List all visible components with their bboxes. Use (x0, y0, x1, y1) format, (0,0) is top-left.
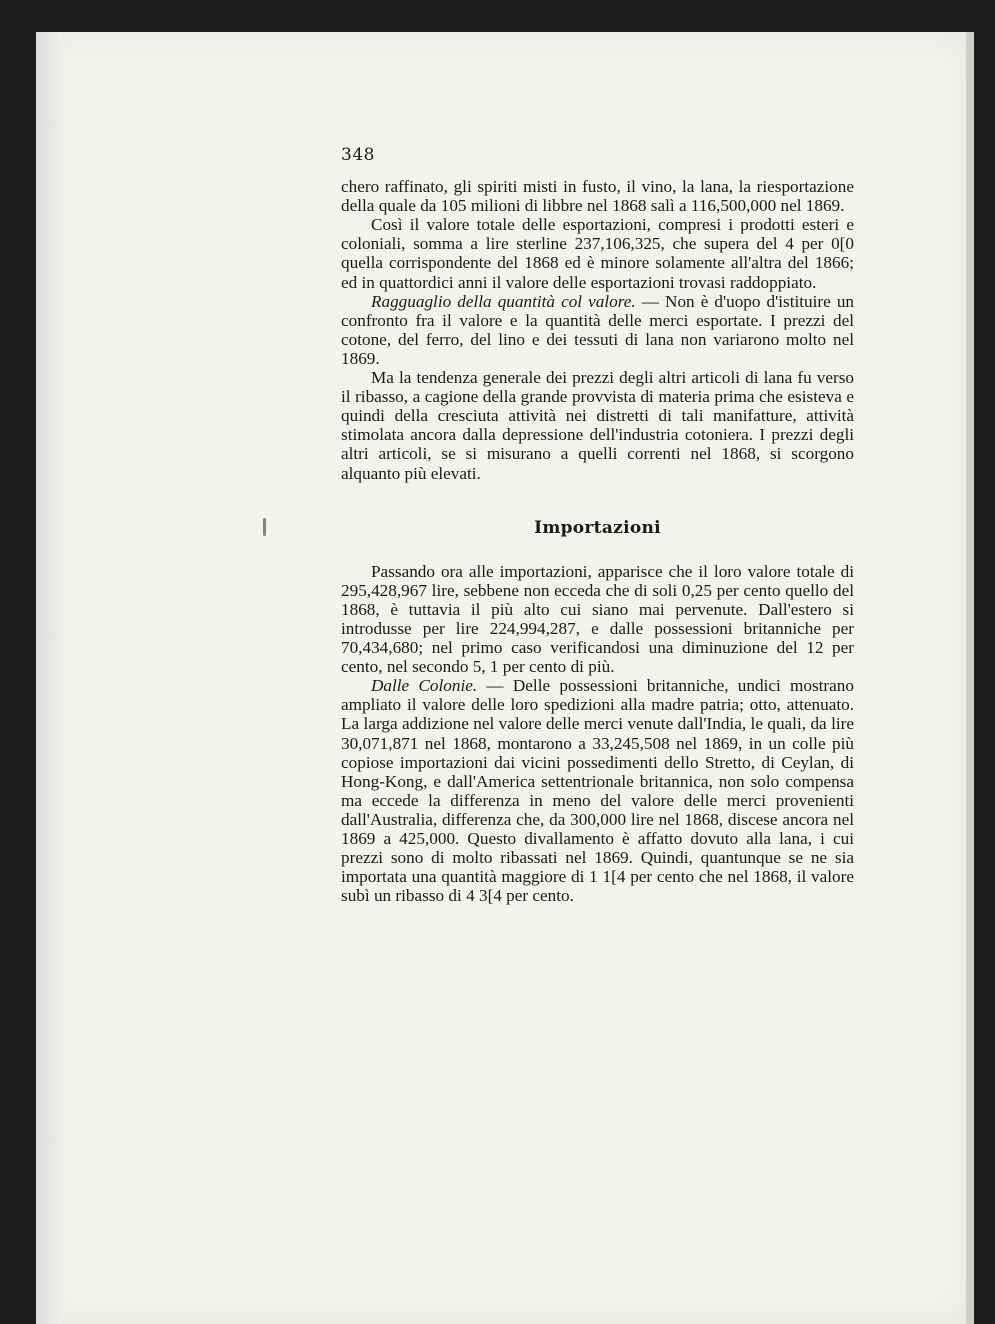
paragraph-text: Così il valore totale delle esportazioni, compresi i prodotti esteri e coloniali, somma a lire sterline 237,106,325, che supera del 4 per 0[0 quella corrispondente del 1868 ed è minore solamente all'altra del 1866; ed in quattordici anni il valore delle esportazioni trovasi raddoppiato. (341, 215, 854, 292)
page-edge-right (966, 32, 974, 1324)
page-number: 348 (341, 145, 375, 165)
page-edge-left (36, 32, 62, 1324)
paragraph-lead: Ragguaglio della quantità col valore. (371, 291, 636, 311)
paragraph (341, 177, 854, 215)
paragraph (341, 562, 854, 677)
paragraph-text: — Delle possessioni britanniche, undici mostrano ampliato il valore delle loro spedizioni alla madre patria; otto, attenuato. La larga addizione nel valore delle merci venute dall'India, le quali, da lire 30,071,871 nel 1868, montarono a 33,245,508 nel 1869, in un colle più copiose importazioni dai vicini possedimenti dello Stretto, di Ceylan, di Hong-Kong, e dall'America settentrionale britannica, non solo compensa ma eccede la differenza in meno del valore delle merci provenienti dall'Australia, differenza che, da 300,000 lire nel 1868, discese ancora nel 1869 a 425,000. Questo divallamento è affatto dovuto alla lana, i cui prezzi sono di molto ribassati nel 1869. Quindi, quantunque se ne sia importata una quantità maggiore di 1 1[4 per cento che nel 1868, il valore subì un ribasso di 4 3[4 per cento. (341, 676, 854, 906)
paragraph (341, 215, 854, 291)
paragraph-text: — Non è d'uopo d'istituire un confronto fra il valore e la quantità delle merci esportate. I prezzi del cotone, del ferro, del lino e dei tessuti di lana non variarono molto nel 1869. (341, 291, 855, 368)
paragraph (341, 292, 854, 368)
ink-mark (263, 518, 266, 536)
paragraph (341, 368, 854, 483)
paragraph (341, 676, 854, 905)
section-heading: Importazioni (534, 517, 661, 538)
paragraph-text: Passando ora alle importazioni, apparisce che il loro valore totale di 295,428,967 lire, sebbene non ecceda che di soli 0,25 per cento quello del 1868, è tuttavia il più alto cui siano mai pervenute. Dall'estero si introdusse per lire 224,994,287, e dalle possessioni britanniche per 70,434,680; nel primo caso verificandosi una diminuzione del 12 per cento, nel secondo 5, 1 per cento di più. (341, 561, 854, 677)
paragraph-text: Ma la tendenza generale dei prezzi degli altri articoli di lana fu verso il ribasso, a cagione della grande provvista di materia prima che esisteva e quindi della cresciuta attività nei distretti di tali manifatture, attività stimolata ancora dalla depressione dell'industria cotoniera. I prezzi degli altri articoli, se si misurano a quelli correnti nel 1868, si scorgono alquanto più elevati. (341, 368, 854, 483)
paragraph-text: chero raffinato, gli spiriti misti in fusto, il vino, la lana, la riesportazione della quale da 105 milioni di libbre nel 1868 salì a 116,500,000 nel 1869. (341, 177, 854, 216)
book-page (36, 32, 974, 1324)
page-text-block (341, 146, 854, 905)
paragraph-lead: Dalle Colonie. (371, 676, 478, 696)
